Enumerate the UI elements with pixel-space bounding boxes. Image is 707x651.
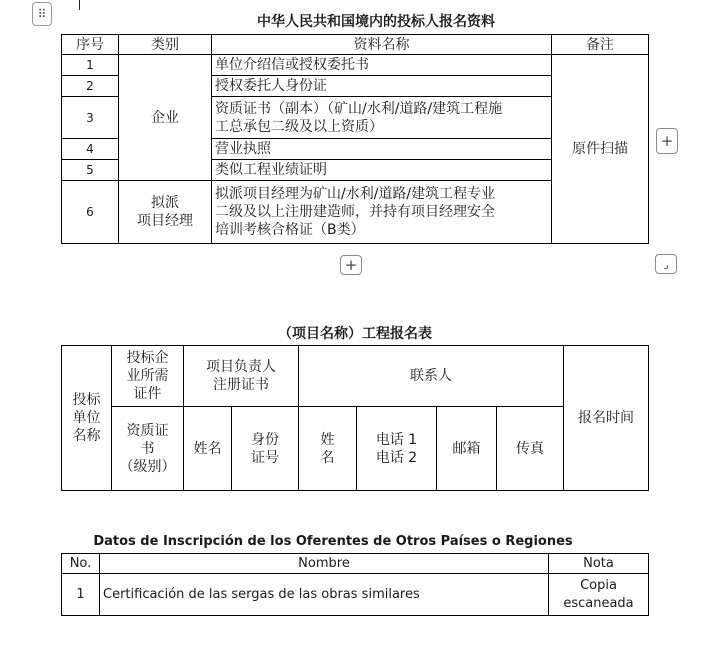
- cell-line: （级别）: [119, 458, 176, 475]
- move-handle-icon: ⠿: [37, 7, 47, 21]
- row-no: 5: [62, 160, 119, 181]
- header-remark: 备注: [552, 35, 649, 55]
- doc-name-line: 二级及以上注册建造师，并持有项目经理安全: [215, 204, 495, 220]
- col-bidder-name: [62, 346, 112, 491]
- cell-line: 书: [140, 440, 155, 457]
- add-row-button[interactable]: [340, 255, 362, 275]
- doc-name-line: 培训考核合格证（B类）: [215, 222, 365, 238]
- category-line: 项目经理: [137, 213, 193, 229]
- table3-title: Datos de Inscripción de los Oferentes de Otros Países o Regiones: [93, 534, 573, 549]
- col-contact: 联系人: [299, 346, 564, 407]
- sub-fax: 传真: [497, 407, 564, 491]
- col-manager-certificate: [184, 346, 299, 407]
- doc-name: [212, 181, 552, 244]
- plus-icon: +: [660, 131, 674, 150]
- row-name: Certificación de las sergas de las obras similares: [100, 574, 549, 616]
- cell-line: 电话 2: [375, 449, 418, 466]
- cell-line: 身份: [251, 431, 279, 448]
- cell-line: 投标企: [126, 350, 169, 366]
- sub-contact-name: [299, 407, 357, 491]
- header-no: 序号: [62, 35, 119, 55]
- cell-line: 证件: [133, 386, 162, 402]
- doc-name-line: 拟派项目经理为矿山/水利/道路/建筑工程专业: [215, 186, 496, 202]
- project-registration-table[interactable]: [61, 345, 649, 491]
- sub-phone: [357, 407, 437, 491]
- table-resize-handle[interactable]: [655, 254, 677, 274]
- col-required-docs: [112, 346, 184, 407]
- doc-name: 单位介绍信或授权委托书: [212, 55, 552, 76]
- header-note: Nota: [549, 554, 649, 574]
- doc-name-line: 资质证书（副本）（矿山/水利/道路/建筑工程施: [215, 100, 503, 117]
- cell-line: 单位: [72, 410, 101, 426]
- foreign-bidder-table[interactable]: [61, 553, 649, 616]
- cell-line: escaneada: [563, 595, 634, 611]
- header-category: 类别: [119, 35, 212, 55]
- table1-title: 中华人民共和国境内的投标人报名资料: [257, 14, 495, 30]
- row-note: [549, 574, 649, 616]
- row-no: 1: [62, 55, 119, 76]
- row-no: 2: [62, 76, 119, 97]
- sub-id-number: [232, 407, 299, 491]
- resize-corner-icon: ⌟: [663, 257, 669, 271]
- header-name: Nombre: [100, 554, 549, 574]
- row-no: 1: [62, 574, 100, 616]
- text-cursor: [79, 0, 80, 10]
- table2-title: （项目名称）工程报名表: [278, 326, 432, 342]
- category-enterprise: 企业: [119, 55, 212, 181]
- cell-line: 业所需: [126, 368, 169, 384]
- doc-name: [212, 97, 552, 139]
- cell-line: 投标: [72, 392, 101, 408]
- doc-name: 营业执照: [212, 139, 552, 160]
- row-no: 4: [62, 139, 119, 160]
- header-no: No.: [62, 554, 100, 574]
- cell-line: 名: [320, 449, 335, 466]
- cell-line: 名称: [72, 428, 101, 444]
- plus-icon: +: [344, 255, 358, 274]
- doc-name: 类似工程业绩证明: [212, 160, 552, 181]
- row-no: 3: [62, 97, 119, 139]
- sub-qualification: [112, 407, 184, 491]
- domestic-bidder-table[interactable]: [61, 34, 649, 244]
- cell-line: 注册证书: [213, 377, 269, 393]
- category-manager: [119, 181, 212, 244]
- col-registration-time: 报名时间: [564, 346, 649, 491]
- sub-manager-name: 姓名: [184, 407, 232, 491]
- remark-scan: 原件扫描: [552, 55, 649, 244]
- cell-line: 项目负责人: [206, 359, 276, 375]
- header-doc-name: 资料名称: [212, 35, 552, 55]
- add-column-button[interactable]: [656, 128, 678, 154]
- doc-name-line: 工总承包二级及以上资质）: [215, 118, 383, 135]
- cell-line: 证号: [251, 449, 279, 466]
- cell-line: 资质证: [126, 422, 169, 439]
- cell-line: 姓: [320, 431, 335, 448]
- table-drag-handle[interactable]: [32, 2, 52, 26]
- sub-email: 邮箱: [437, 407, 497, 491]
- row-no: 6: [62, 181, 119, 244]
- cell-line: 电话 1: [375, 431, 418, 448]
- doc-name: 授权委托人身份证: [212, 76, 552, 97]
- cell-line: Copia: [580, 577, 617, 593]
- category-line: 拟派: [151, 195, 179, 211]
